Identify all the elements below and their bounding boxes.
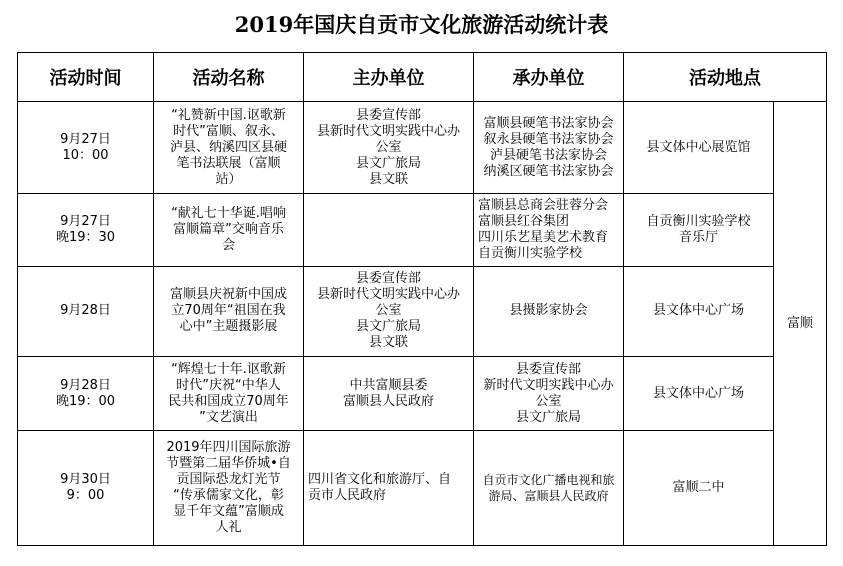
cell-host [304, 194, 474, 266]
cell-time: 9月27日 晚19：30 [18, 194, 154, 266]
cell-host: 中共富顺县委 富顺县人民政府 [304, 357, 474, 431]
cell-organizer: 富顺县总商会驻蓉分会 富顺县红谷集团 四川乐艺星美艺术教育 自贡衡川实验学校 [474, 194, 624, 266]
cell-time: 9月27日 10：00 [18, 102, 154, 194]
cell-activity-name: 2019年四川国际旅游 节暨第二届华侨城•自 贡国际恐龙灯光节 “传承儒家文化，彰 显千年文蕴”富顺成 人礼 [154, 431, 304, 546]
cell-host: 四川省文化和旅游厅、自 贡市人民政府 [304, 431, 474, 546]
cell-organizer: 自贡市文化广播电视和旅 游局、富顺县人民政府 [474, 431, 624, 546]
header-time: 活动时间 [18, 53, 154, 102]
cell-venue: 县文体中心广场 [624, 357, 774, 431]
cell-activity-name: “礼赞新中国.讴歌新 时代”富顺、叙永、 泸县、纳溪四区县硬 笔书法联展（富顺 站） [154, 102, 304, 194]
header-name: 活动名称 [154, 53, 304, 102]
cell-time: 9月30日 9：00 [18, 431, 154, 546]
activity-table [17, 52, 827, 546]
cell-organizer: 县摄影家协会 [474, 266, 624, 356]
cell-region: 富顺 [774, 102, 827, 546]
header-venue: 活动地点 [624, 53, 827, 102]
table-row [18, 357, 827, 431]
header-organizer: 承办单位 [474, 53, 624, 102]
table-title: 2019年国庆自贡市文化旅游活动统计表 [234, 12, 609, 37]
cell-host: 县委宣传部 县新时代文明实践中心办 公室 县文广旅局 县文联 [304, 102, 474, 194]
cell-activity-name: “辉煌七十年.讴歌新 时代”庆祝“中华人 民共和国成立70周年 ”文艺演出 [154, 357, 304, 431]
table-row [18, 102, 827, 194]
cell-organizer: 县委宣传部 新时代文明实践中心办 公室 县文广旅局 [474, 357, 624, 431]
cell-time: 9月28日 [18, 266, 154, 356]
table-row [18, 194, 827, 266]
cell-venue: 富顺二中 [624, 431, 774, 546]
cell-venue: 自贡衡川实验学校 音乐厅 [624, 194, 774, 266]
cell-venue: 县文体中心广场 [624, 266, 774, 356]
cell-organizer: 富顺县硬笔书法家协会 叙永县硬笔书法家协会 泸县硬笔书法家协会 纳溪区硬笔书法家协会 [474, 102, 624, 194]
table-row [18, 431, 827, 546]
table-row [18, 266, 827, 356]
cell-host: 县委宣传部 县新时代文明实践中心办 公室 县文广旅局 县文联 [304, 266, 474, 356]
header-host: 主办单位 [304, 53, 474, 102]
cell-venue: 县文体中心展览馆 [624, 102, 774, 194]
cell-activity-name: “献礼七十华诞.唱响 富顺篇章”交响音乐 会 [154, 194, 304, 266]
cell-activity-name: 富顺县庆祝新中国成 立70周年“祖国在我 心中”主题摄影展 [154, 266, 304, 356]
table-header-row [18, 53, 827, 102]
cell-time: 9月28日 晚19：00 [18, 357, 154, 431]
